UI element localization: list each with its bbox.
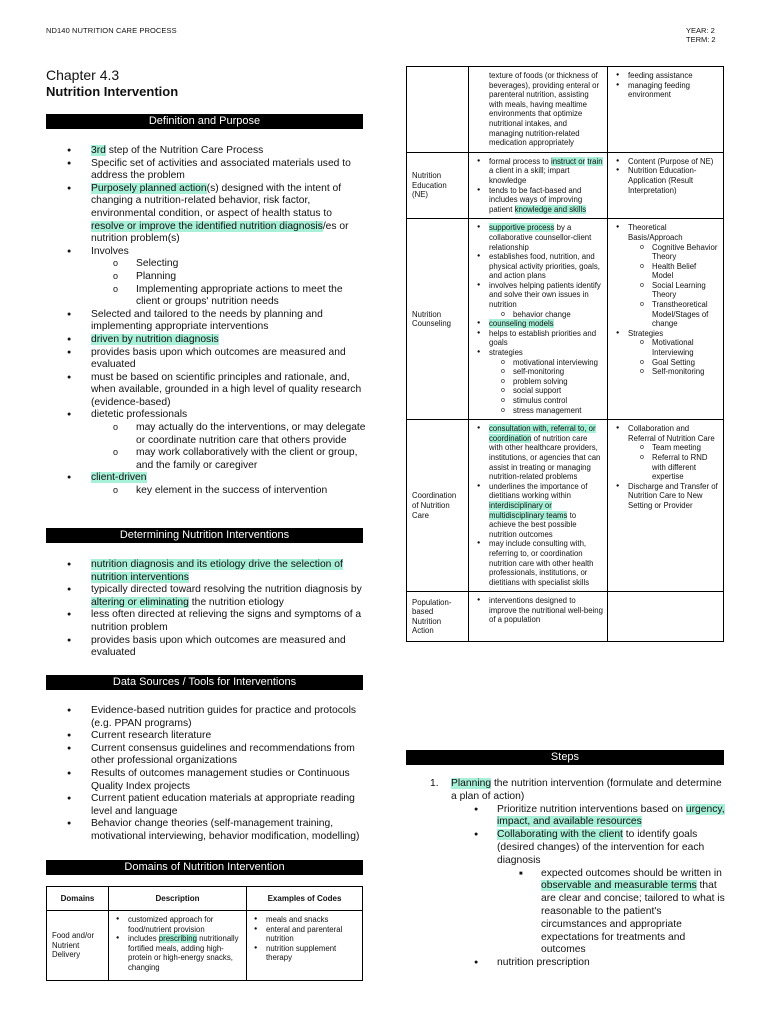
text: Collaboration and Referral of Nutrition Care [628, 424, 715, 443]
examples-cell [608, 592, 724, 642]
sub-item: o may work collaboratively with the client or group, and the family or caregiver [91, 447, 366, 472]
text: /es or nutrition problem(s) [91, 220, 349, 245]
step-sub-list [406, 804, 726, 958]
sub-item: o social support [489, 386, 603, 396]
list-item: ● meals and snacks [252, 915, 358, 925]
list-item: ● Current patient education materials at appropriate reading level and language [46, 793, 366, 818]
table-row [407, 420, 724, 592]
description-cell [109, 911, 247, 981]
list-item: ● provides basis upon which outcomes are measured and evaluated [46, 347, 366, 372]
sub-item: o behavior change [489, 310, 603, 320]
table-row [407, 67, 724, 153]
col-header-description: Description [109, 887, 247, 911]
list-item [475, 186, 603, 215]
description-cell [469, 219, 608, 420]
text: involves helping patients identify and solve their own issues in nutrition [489, 280, 601, 310]
sub-item: o Self-monitoring [628, 367, 719, 377]
step-item [406, 778, 726, 804]
list-item: ● Current consensus guidelines and recommendations from other professional organizations [46, 743, 366, 768]
list-item: ● must be based on scientific principles and rationale, and, when available, grounded in a high level of quality research (evidence-based) [46, 372, 366, 410]
list-item: ● feeding assistance [614, 71, 719, 81]
sub-item: o key element in the success of intervention [91, 485, 366, 498]
highlight: train [587, 156, 603, 166]
list-item [475, 348, 603, 415]
text: a client in a skill; impart knowledge [489, 166, 570, 185]
list-item: ● establishes food, nutrition, and physical activity priorities, goals, and action plans [475, 252, 603, 281]
text: to identify goals (desired changes) of the intervention for each diagnosis [497, 829, 705, 866]
table-row [407, 152, 724, 219]
list-item [406, 957, 726, 970]
list-item [46, 472, 366, 497]
section-bar-sources: Data Sources / Tools for Interventions [46, 675, 363, 690]
list-item: ● may include consulting with, referring to, or coordination nutrition care with other health professionals, institutions, or dietitians with specialist skills [475, 539, 603, 587]
list-item [475, 319, 603, 329]
highlight: 3rd [91, 145, 106, 156]
description-cell [469, 67, 608, 153]
determining-list [46, 559, 366, 660]
highlight: prescribing [158, 934, 197, 944]
section-bar-steps: Steps [406, 750, 724, 765]
list-item [497, 868, 726, 958]
sub-list [91, 422, 366, 472]
list-item [46, 145, 366, 158]
list-item: ● Discharge and Transfer of Nutrition Care to New Setting or Provider [614, 482, 719, 511]
list-item [46, 246, 366, 309]
list-item [406, 804, 726, 830]
description-cell [469, 152, 608, 219]
text: nutritionally fortified meals, adding high-protein or high-energy snacks, changing [128, 934, 239, 972]
list-item: ● nutrition supplement therapy [252, 944, 358, 963]
list-item: ● provides basis upon which outcomes are measured and evaluated [46, 635, 366, 660]
sub-item: o problem solving [489, 377, 603, 387]
text: the nutrition intervention (formulate and determine a plan of action) [451, 778, 722, 802]
examples-cell [608, 219, 724, 420]
highlight: consultation with, referral to, or coordination [489, 424, 596, 443]
text: to achieve the best possible nutrition outcomes [489, 510, 577, 539]
sub-list [91, 258, 366, 308]
list-item [46, 584, 366, 609]
sub-item: o Motivational Interviewing [628, 338, 719, 357]
text: formal process to [489, 156, 551, 166]
definition-list [46, 145, 366, 498]
sub-item: o Team meeting [628, 443, 719, 453]
examples-cell [608, 67, 724, 153]
list-item: ● enteral and parenteral nutrition [252, 925, 358, 944]
text: nutrition prescription [497, 957, 590, 969]
text: (s) designed with the intent of changing a nutrition-related behavior, risk factor, environmental condition, or aspect of health status to [91, 182, 342, 219]
sub-item: o motivational interviewing [489, 358, 603, 368]
list-item [406, 829, 726, 957]
table-row [407, 592, 724, 642]
highlight: nutrition diagnosis and its etiology drive the selection of nutrition interventions [91, 559, 343, 583]
text: includes [128, 934, 159, 944]
text: dietetic professionals [91, 409, 188, 421]
list-item [614, 424, 719, 482]
domain-cell: Nutrition Counseling [407, 219, 469, 420]
table-row [407, 219, 724, 420]
list-item [475, 482, 603, 540]
list-item [46, 183, 366, 246]
sub-item: o stress management [489, 406, 603, 416]
highlight: resolve or improve the identified nutrition diagnosis [91, 220, 323, 232]
course-header: ND140 NUTRITION CARE PROCESS [46, 26, 177, 35]
list-item: ● Specific set of activities and associated materials used to address the problem [46, 158, 366, 183]
domain-cell [407, 67, 469, 153]
step-number: 1. [430, 778, 439, 789]
chapter-title: Nutrition Intervention [46, 84, 179, 99]
highlight: altering or eliminating [91, 596, 189, 608]
text: strategies [489, 348, 523, 358]
highlight: urgency, impact, and available resources [497, 803, 725, 828]
list-item: ● Results of outcomes management studies or Continuous Quality Index projects [46, 768, 366, 793]
col-header-examples: Examples of Codes [247, 887, 363, 911]
list-item [614, 223, 719, 329]
examples-cell [608, 152, 724, 219]
list-item [46, 409, 366, 472]
highlight: client-driven [91, 472, 147, 484]
table-row [47, 911, 363, 981]
highlight: Planning [451, 778, 492, 789]
examples-cell [247, 911, 363, 981]
section-bar-definition: Definition and Purpose [46, 114, 363, 129]
col-header-domains: Domains [47, 887, 109, 911]
section-bar-determining: Determining Nutrition Interventions [46, 528, 363, 543]
text: typically directed toward resolving the nutrition diagnosis by [91, 584, 362, 596]
domain-cell: Coordination of Nutrition Care [407, 420, 469, 592]
domain-cell: Food and/or Nutrient Delivery [47, 911, 109, 981]
list-item: ● customized approach for food/nutrient provision [114, 915, 242, 934]
description-cell [469, 420, 608, 592]
list-item [475, 281, 603, 319]
highlight: observable and measurable terms [541, 880, 697, 892]
sub-item: o Social Learning Theory [628, 281, 719, 300]
text: expected outcomes should be written in [541, 867, 722, 879]
list-item: ● Behavior change theories (self-management training, motivational interviewing, behavior modification, modelling) [46, 818, 366, 843]
list-item: ● Nutrition Education-Application (Result Interpretation) [614, 166, 719, 195]
term-label: TERM: 2 [686, 35, 716, 44]
list-item: ● helps to establish priorities and goals [475, 329, 603, 348]
sub-item: o Planning [91, 271, 366, 284]
text: underlines the importance of dietitians working within [489, 481, 588, 501]
sub-list [91, 485, 366, 498]
domain-cell: Nutrition Education (NE) [407, 152, 469, 219]
highlight: knowledge and skills [514, 204, 587, 214]
steps-list [406, 778, 726, 970]
sub-item: o Health Belief Model [628, 262, 719, 281]
list-item: ● managing feeding environment [614, 81, 719, 100]
domains-table [46, 886, 363, 981]
sub-item: o Referral to RND with different expertise [628, 453, 719, 482]
list-item [614, 329, 719, 377]
domain-cell: Population-based Nutrition Action [407, 592, 469, 642]
highlight: Purposely planned action [91, 182, 207, 194]
sub-item: o stimulus control [489, 396, 603, 406]
list-item: ● Evidence-based nutrition guides for practice and protocols (e.g. PPAN programs) [46, 705, 366, 730]
text: Involves [91, 245, 129, 257]
list-item: ● Content (Purpose of NE) [614, 157, 719, 167]
description-cell [469, 592, 608, 642]
sources-list [46, 705, 366, 844]
highlight: interdisciplinary or multidisciplinary teams [489, 500, 568, 520]
sub-item: o Cognitive Behavior Theory [628, 243, 719, 262]
sub-item: o Goal Setting [628, 358, 719, 368]
list-item [475, 424, 603, 482]
list-item: ● Selected and tailored to the needs by planning and implementing appropriate interventions [46, 309, 366, 334]
text: Prioritize nutrition interventions based on [497, 803, 686, 815]
sub-item: o Selecting [91, 258, 366, 271]
text: that are clear and concise; tailored to what is reasonable to the patient's circumstances and appropriate expectations for treatments and outcomes [541, 880, 725, 956]
chapter-number: Chapter 4.3 [46, 67, 120, 83]
year-label: YEAR: 2 [686, 26, 715, 35]
list-item: ● less often directed at relieving the signs and symptoms of a nutrition problem [46, 609, 366, 634]
list-item: ● interventions designed to improve the nutritional well-being of a population [475, 596, 603, 625]
sub-item: o may actually do the interventions, or may delegate or coordinate nutrition care that others provide [91, 422, 366, 447]
sub-item: o Transtheoretical Model/Stages of change [628, 300, 719, 329]
examples-cell [608, 420, 724, 592]
list-item: ● Current research literature [46, 730, 366, 743]
highlight: instruct or [550, 156, 586, 166]
list-item [475, 157, 603, 186]
text: tends to be fact-based and includes ways of improving patient [489, 185, 583, 214]
text: Theoretical Basis/Approach [628, 223, 683, 242]
year-term-header [686, 26, 716, 44]
highlight: Collaborating with the client [497, 829, 623, 841]
highlight: driven by nutrition diagnosis [91, 333, 219, 345]
domains-table-continued [406, 66, 724, 642]
table-header-row [47, 887, 363, 911]
text: the nutrition etiology [188, 596, 284, 608]
highlight: counseling models [489, 319, 554, 329]
step-sub-sub-list [497, 868, 726, 958]
text: texture of foods (or thickness of beverages), providing enteral or parenteral nutrition, assisting with meals, having mealtime environments that optimize nutritional intakes, and managing nutrition-related medication appropriately [489, 71, 600, 148]
highlight: supportive process [489, 223, 555, 233]
section-bar-domains: Domains of Nutrition Intervention [46, 860, 363, 875]
list-item [114, 934, 242, 972]
list-item [46, 559, 366, 584]
text: of nutrition care with other healthcare providers, institutions, or agencies that can assist in treating or managing nutrition-related problems [489, 433, 601, 482]
step-sub-list [406, 957, 726, 970]
sub-item: o self-monitoring [489, 367, 603, 377]
text: by a collaborative counsellor-client relationship [489, 223, 592, 252]
list-item [475, 223, 603, 252]
text: step of the Nutrition Care Process [105, 145, 264, 156]
list-item [46, 334, 366, 347]
sub-item: o Implementing appropriate actions to meet the client or groups' nutrition needs [91, 284, 366, 309]
text: Strategies [628, 328, 664, 338]
